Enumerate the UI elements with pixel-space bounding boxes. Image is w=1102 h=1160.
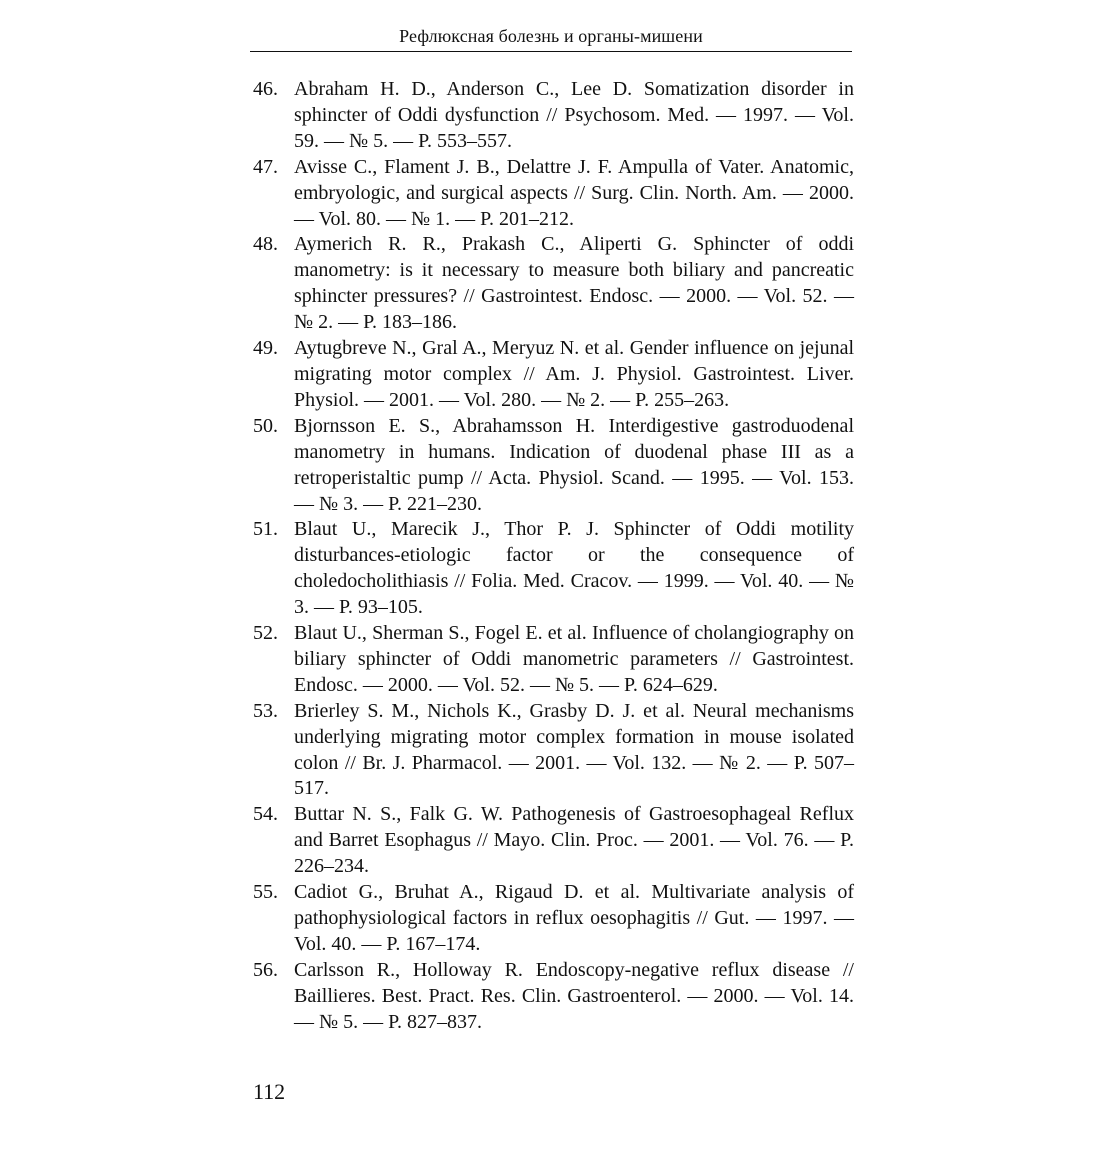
reference-item <box>253 958 854 1036</box>
reference-number: 56. <box>253 958 278 981</box>
reference-number: 50. <box>253 414 278 437</box>
reference-text: Bjornsson E. S., Abrahamsson H. Interdigestive gastroduodenal manometry in humans. Indication of duodenal phase III as a retroperistaltic pump // Acta. Physiol. Scand. — 1995. — Vol. 153. — № 3. — P. 221–230. <box>294 414 854 515</box>
running-header: Рефлюксная болезнь и органы-мишени <box>399 26 703 46</box>
reference-item <box>253 517 854 621</box>
reference-number: 55. <box>253 881 278 904</box>
reference-item <box>253 77 854 155</box>
reference-text: Blaut U., Sherman S., Fogel E. et al. Influence of cholangiography on biliary sphincter of Oddi manometric parameters // Gastrointest. Endosc. — 2000. — Vol. 52. — № 5. — P. 624–629. <box>294 622 854 696</box>
reference-text: Cadiot G., Bruhat A., Rigaud D. et al. Multivariate analysis of pathophysiological factors in reflux oesophagitis // Gut. — 1997. — Vol. 40. — P. 167–174. <box>294 881 854 955</box>
reference-text: Buttar N. S., Falk G. W. Pathogenesis of Gastroesophageal Reflux and Barret Esophagus // Mayo. Clin. Proc. — 2001. — Vol. 76. — P. 226–234. <box>294 803 854 878</box>
reference-item <box>253 802 854 880</box>
reference-number: 53. <box>253 699 278 722</box>
reference-item <box>253 336 854 414</box>
reference-list <box>253 77 854 1036</box>
reference-item <box>253 880 854 958</box>
reference-number: 48. <box>253 233 278 256</box>
reference-item <box>253 232 854 336</box>
reference-text: Aymerich R. R., Prakash C., Aliperti G. Sphincter of oddi manometry: is it necessary to measure both biliary and pancreatic sphincter pressures? // Gastrointest. Endosc. — 2000. — Vol. 52. — № 2. — P. 183–186. <box>294 233 854 334</box>
reference-item <box>253 155 854 233</box>
reference-item <box>253 621 854 699</box>
reference-text: Abraham H. D., Anderson C., Lee D. Somatization disorder in sphincter of Oddi dysfunction // Psychosom. Med. — 1997. — Vol. 59. — № 5. — P. 553–557. <box>294 78 854 152</box>
reference-number: 54. <box>253 803 278 826</box>
reference-text: Carlsson R., Holloway R. Endoscopy-negative reflux disease // Baillieres. Best. Pract. Res. Clin. Gastroenterol. — 2000. — Vol. 14. — № 5. — P. 827–837. <box>294 958 854 1033</box>
reference-text: Brierley S. M., Nichols K., Grasby D. J. et al. Neural mechanisms underlying migrating motor complex formation in mouse isolated colon // Br. J. Pharmacol. — 2001. — Vol. 132. — № 2. — P. 507–517. <box>294 699 854 800</box>
reference-text: Aytugbreve N., Gral A., Meryuz N. et al. Gender influence on jejunal migrating motor complex // Am. J. Physiol. Gastrointest. Liver. Physiol. — 2001. — Vol. 280. — № 2. — P. 255–263. <box>294 337 854 411</box>
header-divider <box>250 51 852 52</box>
page-number: 112 <box>253 1079 286 1104</box>
reference-number: 52. <box>253 622 278 645</box>
reference-text: Avisse C., Flament J. B., Delattre J. F. Ampulla of Vater. Anatomic, embryologic, and surgical aspects // Surg. Clin. North. Am. — 2000. — Vol. 80. — № 1. — P. 201–212. <box>294 155 854 230</box>
reference-number: 49. <box>253 337 278 360</box>
reference-text: Blaut U., Marecik J., Thor P. J. Sphincter of Oddi motility disturbances-etiologic factor or the consequence of choledocholithiasis // Folia. Med. Cracov. — 1999. — Vol. 40. — № 3. — P. 93–105. <box>294 518 854 619</box>
reference-number: 51. <box>253 518 278 541</box>
reference-number: 46. <box>253 78 278 100</box>
reference-item <box>253 699 854 803</box>
reference-number: 47. <box>253 155 278 178</box>
reference-item <box>253 414 854 518</box>
